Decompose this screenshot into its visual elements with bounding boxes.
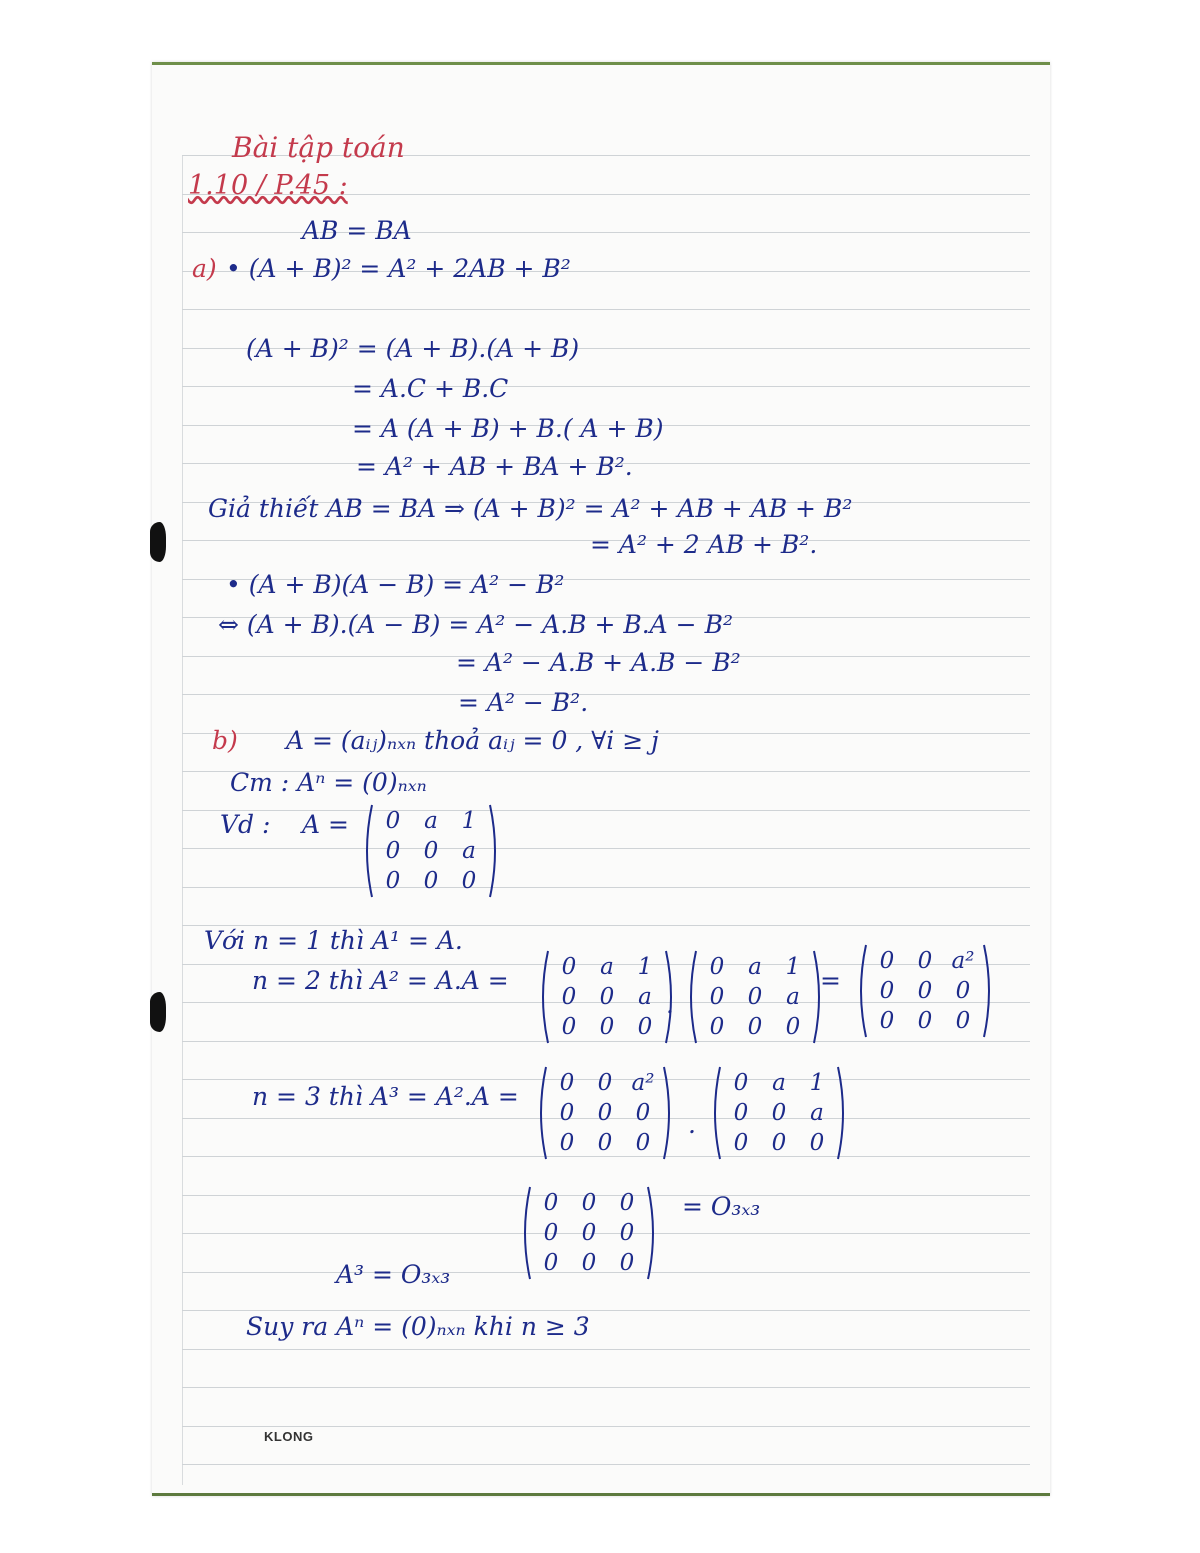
matrix-brackets	[520, 1185, 658, 1281]
ruled-line	[182, 386, 1030, 387]
matrix-entry: 0	[385, 808, 401, 834]
ruled-line	[182, 848, 1030, 849]
matrix-entry: 0	[879, 978, 895, 1004]
ruled-line	[182, 887, 1030, 888]
matrix-a-squared-factor	[536, 1068, 674, 1158]
ruled-line	[182, 694, 1030, 695]
matrix-entry: 0	[955, 978, 971, 1004]
step-2: = A.C + B.C	[352, 374, 509, 403]
matrix-a-factor-1	[538, 952, 676, 1042]
matrix-entry: 0	[619, 1190, 635, 1216]
matrix-entry: 0	[917, 1008, 933, 1034]
matrix-entry: 0	[917, 978, 933, 1004]
part-b-statement: A = (aᵢⱼ)ₙₓₙ thoả aᵢⱼ = 0 , ∀i ≥ j	[286, 726, 659, 755]
matrix-entry: 0	[559, 1100, 575, 1126]
matrix-entry: 0	[709, 954, 725, 980]
matrix-entry: 0	[599, 1014, 615, 1040]
matrix-entry: 0	[747, 1014, 763, 1040]
ruled-line	[182, 1426, 1030, 1427]
matrix-entry: 0	[559, 1070, 575, 1096]
zero-matrix	[520, 1188, 658, 1278]
matrix-entry: 0	[747, 984, 763, 1010]
matrix-entry: a²	[951, 948, 975, 974]
matrix-brackets	[362, 803, 500, 899]
claim-2-step-1: ⇔ (A + B).(A − B) = A² − A.B + B.A − B²	[218, 610, 733, 639]
zero-label: = O₃ₓ₃	[682, 1192, 761, 1221]
matrix-entry: 0	[461, 868, 477, 894]
claim-2: • (A + B)(A − B) = A² − B²	[226, 570, 565, 599]
a-cubed: A³ = O₃ₓ₃	[336, 1260, 451, 1289]
matrix-entry: 0	[561, 984, 577, 1010]
matrix-entry: 0	[597, 1070, 613, 1096]
matrix-entry: 0	[619, 1250, 635, 1276]
matrix-entry: 0	[733, 1130, 749, 1156]
matrix-entry: 1	[785, 954, 801, 980]
matrix-entry: 0	[917, 948, 933, 974]
binder-hole-bottom	[150, 992, 166, 1032]
claim-1: • (A + B)² = A² + 2AB + B²	[226, 254, 571, 283]
matrix-entry: 0	[635, 1130, 651, 1156]
matrix-entry: a	[462, 838, 476, 864]
matrix-entry: 0	[709, 1014, 725, 1040]
matrix-entry: a	[810, 1100, 824, 1126]
matrix-entry: 0	[543, 1190, 559, 1216]
matrix-entry: a	[600, 954, 614, 980]
matrix-entry: 0	[637, 1014, 653, 1040]
matrix-entry: a	[786, 984, 800, 1010]
part-b-label: b)	[212, 726, 238, 755]
matrix-entry: 0	[543, 1250, 559, 1276]
matrix-entry: 0	[733, 1070, 749, 1096]
matrix-entry: 0	[561, 954, 577, 980]
ruled-line	[182, 1387, 1030, 1388]
a-equals: A =	[302, 810, 349, 839]
matrix-entry: a	[424, 808, 438, 834]
matrix-a-squared	[856, 946, 994, 1036]
matrix-entry: 0	[561, 1014, 577, 1040]
matrix-entry: 0	[879, 948, 895, 974]
claim-2-step-3: = A² − B².	[458, 688, 589, 717]
matrix-entry: a	[772, 1070, 786, 1096]
matrix-entry: 0	[771, 1130, 787, 1156]
to-prove: Cm : Aⁿ = (0)ₙₓₙ	[230, 768, 427, 797]
matrix-entry: 1	[637, 954, 653, 980]
binder-hole-top	[150, 522, 166, 562]
matrix-entry: a	[748, 954, 762, 980]
exercise-number: 1.10 / P.45 :	[188, 170, 348, 201]
matrix-brackets	[536, 1065, 674, 1161]
matrix-entry: 0	[581, 1250, 597, 1276]
matrix-entry: 0	[635, 1100, 651, 1126]
ruled-line	[182, 1464, 1030, 1465]
part-a-label: a)	[192, 254, 217, 283]
ruled-line	[182, 1310, 1030, 1311]
page-title: Bài tập toán	[232, 131, 405, 164]
matrix-entry: a	[638, 984, 652, 1010]
claim-2-step-2: = A² − A.B + A.B − B²	[456, 648, 741, 677]
matrix-brackets	[686, 949, 824, 1045]
matrix-entry: 0	[771, 1100, 787, 1126]
hypothesis-result: = A² + 2 AB + B².	[590, 530, 818, 559]
matrix-entry: 0	[955, 1008, 971, 1034]
matrix-entry: 0	[581, 1190, 597, 1216]
case-n3: n = 3 thì A³ = A².A =	[252, 1082, 519, 1111]
matrix-brackets	[538, 949, 676, 1045]
hypothesis: Giả thiết AB = BA ⇒ (A + B)² = A² + AB + AB + B²	[208, 494, 853, 523]
step-4: = A² + AB + BA + B².	[356, 452, 633, 481]
matrix-entry: 0	[809, 1130, 825, 1156]
matrix-entry: 0	[599, 984, 615, 1010]
conclusion: Suy ra Aⁿ = (0)ₙₓₙ khi n ≥ 3	[246, 1312, 590, 1341]
matrix-a-factor-3	[710, 1068, 848, 1158]
matrix-entry: 0	[879, 1008, 895, 1034]
matrix-brackets	[856, 943, 994, 1039]
matrix-entry: 0	[619, 1220, 635, 1246]
matrix-entry: 0	[733, 1100, 749, 1126]
matrix-entry: 1	[809, 1070, 825, 1096]
ruled-line	[182, 309, 1030, 310]
premise: AB = BA	[302, 216, 412, 245]
matrix-entry: 0	[423, 868, 439, 894]
case-n2: n = 2 thì A² = A.A =	[252, 966, 509, 995]
matrix-a	[362, 806, 500, 896]
matrix-entry: 0	[543, 1220, 559, 1246]
notebook-brand: KLONG	[264, 1429, 314, 1444]
case-n1: Với n = 1 thì A¹ = A.	[204, 926, 463, 955]
matrix-entry: a²	[631, 1070, 655, 1096]
example-label: Vd :	[220, 810, 271, 839]
matrix-a-factor-2	[686, 952, 824, 1042]
matrix-entry: 1	[461, 808, 477, 834]
ruled-line	[182, 1349, 1030, 1350]
matrix-entry: 0	[581, 1220, 597, 1246]
matrix-entry: 0	[597, 1100, 613, 1126]
matrix-entry: 0	[785, 1014, 801, 1040]
matrix-entry: 0	[385, 838, 401, 864]
matrix-entry: 0	[385, 868, 401, 894]
margin-line	[182, 155, 183, 1485]
step-3: = A (A + B) + B.( A + B)	[352, 414, 664, 443]
matrix-entry: 0	[597, 1130, 613, 1156]
matrix-brackets	[710, 1065, 848, 1161]
matrix-entry: 0	[559, 1130, 575, 1156]
step-1: (A + B)² = (A + B).(A + B)	[246, 334, 580, 363]
matrix-entry: 0	[709, 984, 725, 1010]
matrix-entry: 0	[423, 838, 439, 864]
